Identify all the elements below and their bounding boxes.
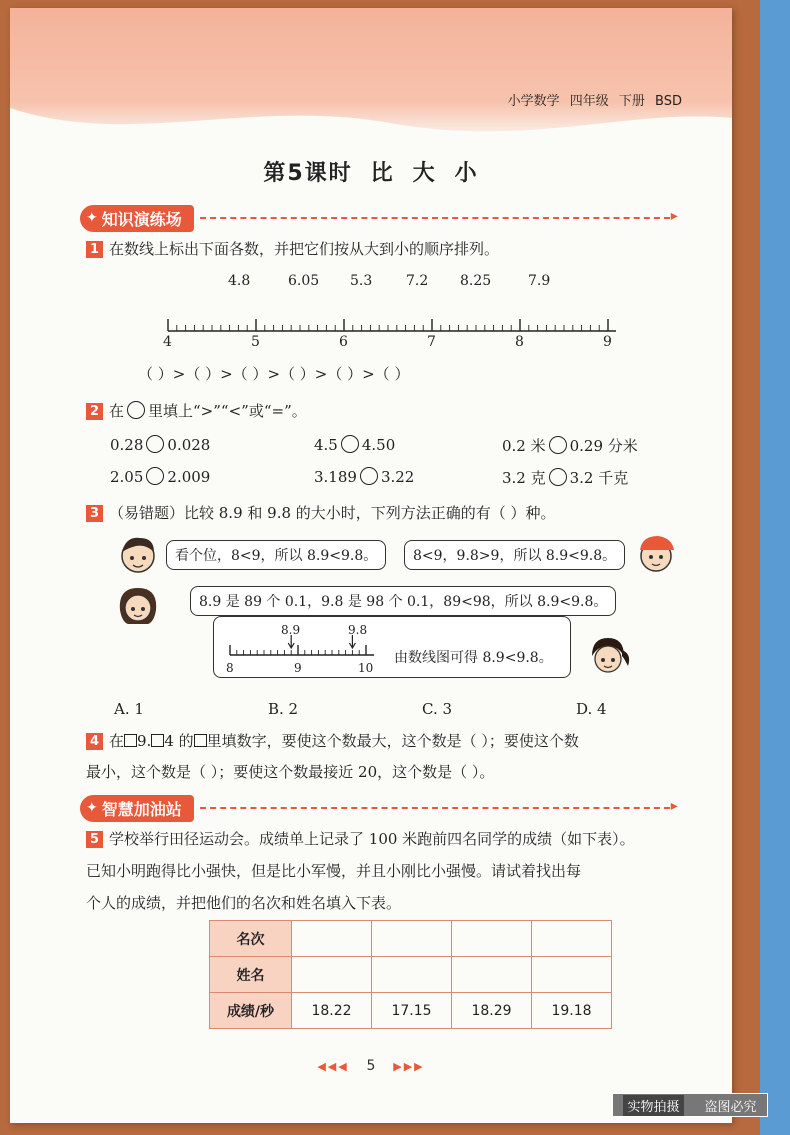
axis-label: 4 <box>163 334 172 350</box>
score-cell: 17.15 <box>372 993 452 1029</box>
axis-label: 7 <box>427 334 436 350</box>
digit-box[interactable] <box>151 734 164 747</box>
compare-circle[interactable] <box>146 435 164 453</box>
series-label: 小学数学 四年级 下册 BSD <box>507 94 682 109</box>
lesson-title: 第5课时 比 大 小 <box>263 161 479 186</box>
page-number: 5 <box>366 1058 376 1074</box>
q2-prompt: 2 在 里填上“>”“<”或“=”。 <box>86 400 307 421</box>
q1-number: 7.9 <box>528 273 551 289</box>
watermark-stamp: 实物拍摄 盗图必究 <box>612 1093 768 1117</box>
runner-icon: ✦ <box>86 800 98 816</box>
score-cell: 18.22 <box>292 993 372 1029</box>
rank-cell[interactable] <box>372 921 452 957</box>
q1-number: 8.25 <box>460 273 492 289</box>
right-arrows-icon: ▶▶▶ <box>393 1060 425 1073</box>
q3-prompt: 3 （易错题）比较 8.9 和 9.8 的大小时，下列方法正确的有（ ）种。 <box>86 502 556 523</box>
q1-number: 7.2 <box>406 273 429 289</box>
q2-item: 0.28 0.028 <box>110 436 211 454</box>
option-c[interactable]: C. 3 <box>422 700 453 718</box>
table-row <box>210 957 612 993</box>
compare-circle[interactable] <box>549 436 567 454</box>
mark-arrow <box>288 635 294 648</box>
digit-box[interactable] <box>124 734 137 747</box>
section-practice: ✦ 知识演练场 ▸ <box>80 204 670 232</box>
boy-avatar-icon <box>114 532 162 580</box>
nl-mark-label: 9.8 <box>348 623 368 637</box>
speech-bubble: 8<9，9.8>9，所以 8.9<9.8。 <box>404 540 625 570</box>
nl-conclusion: 由数线图可得 8.9<9.8。 <box>394 650 553 666</box>
section-challenge: ✦ 智慧加油站 ▸ <box>80 794 670 822</box>
speech-bubble: 8.9 是 89 个 0.1，9.8 是 98 个 0.1，89<98，所以 8.9<9.8。 <box>190 586 616 616</box>
q1-number: 6.05 <box>288 273 320 289</box>
workbook-page <box>10 8 732 1123</box>
axis-label: 8 <box>515 334 524 350</box>
nl-tick-label: 8 <box>226 661 234 675</box>
q1-number: 5.3 <box>350 273 373 289</box>
results-table <box>209 920 612 1029</box>
q2-item: 4.5 4.50 <box>314 436 396 454</box>
mark-arrow <box>349 635 355 648</box>
left-arrows-icon: ◀◀◀ <box>317 1060 349 1073</box>
rank-cell[interactable] <box>532 921 612 957</box>
compare-circle[interactable] <box>146 467 164 485</box>
q1-prompt: 1 在数线上标出下面各数，并把它们按从大到小的顺序排列。 <box>86 238 499 259</box>
girl-avatar-icon <box>114 582 162 630</box>
compare-circle[interactable] <box>341 435 359 453</box>
q2-item: 2.05 2.009 <box>110 468 211 486</box>
score-cell: 18.29 <box>452 993 532 1029</box>
option-d[interactable]: D. 4 <box>576 700 607 718</box>
axis-label: 5 <box>251 334 260 350</box>
name-cell[interactable] <box>532 957 612 993</box>
speech-bubble: 看个位，8<9，所以 8.9<9.8。 <box>166 540 386 570</box>
option-a[interactable]: A. 1 <box>114 700 144 718</box>
compare-circle[interactable] <box>549 468 567 486</box>
q2-item: 0.2 米 0.29 分米 <box>502 437 638 455</box>
rank-cell[interactable] <box>452 921 532 957</box>
q4-line2: 最小，这个数是（ ）；要使这个数最接近 20，这个数是（ ）。 <box>86 763 495 781</box>
runner-icon: ✦ <box>86 210 98 226</box>
table-row <box>210 993 612 1029</box>
q5-line1: 5 学校举行田径运动会。成绩单上记录了 100 米跑前四名同学的成绩（如下表）。 <box>86 828 635 849</box>
name-cell[interactable] <box>292 957 372 993</box>
rank-cell[interactable] <box>292 921 372 957</box>
row-label: 名次 <box>210 921 292 957</box>
score-cell: 19.18 <box>532 993 612 1029</box>
circle-blank-icon <box>127 401 145 419</box>
axis-label: 9 <box>603 334 612 350</box>
q1-order-blanks[interactable]: （ ）>（ ）>（ ）>（ ）>（ ）>（ ） <box>138 365 410 383</box>
q2-item: 3.189 3.22 <box>314 468 415 486</box>
name-cell[interactable] <box>452 957 532 993</box>
digit-box-icon <box>194 734 207 747</box>
compare-circle[interactable] <box>360 467 378 485</box>
q5-line3: 个人的成绩，并把他们的名次和姓名填入下表。 <box>86 894 402 912</box>
axis-label: 6 <box>339 334 348 350</box>
number-line-1 <box>160 313 620 335</box>
q1-number: 4.8 <box>228 273 251 289</box>
row-label: 姓名 <box>210 957 292 993</box>
number-line-2 <box>224 635 384 661</box>
row-label: 成绩/秒 <box>210 993 292 1029</box>
ponytail-girl-avatar-icon <box>584 632 632 680</box>
q4-line1: 4 在 9. 4 的 里填数字，要使这个数最大，这个数是（ ）；要使这个数 <box>86 730 579 751</box>
name-cell[interactable] <box>372 957 452 993</box>
option-b[interactable]: B. 2 <box>268 700 299 718</box>
number-line-bubble <box>213 616 571 678</box>
nl-tick-label: 10 <box>358 661 374 675</box>
nl-mark-label: 8.9 <box>281 623 301 637</box>
table-row <box>210 921 612 957</box>
page-footer <box>10 1058 732 1074</box>
q5-line2: 已知小明跑得比小强快，但是比小军慢，并且小刚比小强慢。请试着找出每 <box>86 862 582 880</box>
nl-tick-label: 9 <box>294 661 302 675</box>
cap-boy-avatar-icon <box>632 530 680 578</box>
q2-item: 3.2 克 3.2 千克 <box>502 469 629 487</box>
